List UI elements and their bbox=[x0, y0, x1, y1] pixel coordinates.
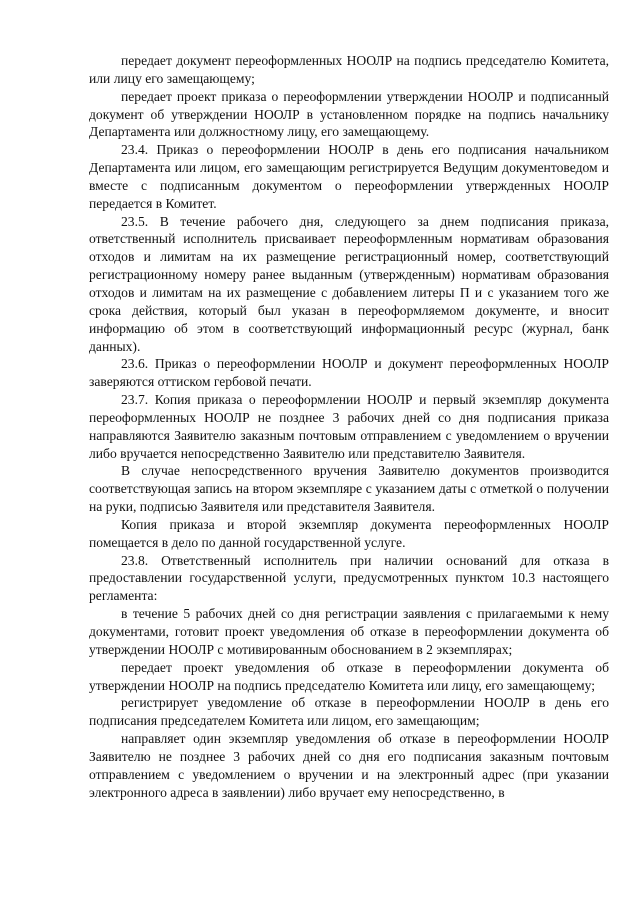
paragraph: Копия приказа и второй экземпляр документа переоформленных НООЛР помещается в дело по данной государственной услуге. bbox=[89, 516, 609, 550]
paragraph: передает проект уведомления об отказе в переоформлении документа об утверждении НООЛР на подпись председателю Комитета или лицу, его замещающему; bbox=[89, 659, 609, 693]
paragraph: передает документ переоформленных НООЛР на подпись председателю Комитета, или лицу его замещающему; bbox=[89, 53, 609, 86]
document-page bbox=[89, 52, 609, 801]
paragraph: 23.4. Приказ о переоформлении НООЛР в день его подписания начальником Департамента или лицом, его замещающим регистрируется Ведущим документоведом и вместе с подписанным документом о переоформлении утвержденных НООЛР передается в Комитет. bbox=[89, 142, 609, 211]
paragraph: 23.8. Ответственный исполнитель при наличии оснований для отказа в предоставлении государственной услуги, предусмотренных пунктом 10.3 настоящего регламента: bbox=[89, 552, 609, 604]
paragraph: 23.7. Копия приказа о переоформлении НООЛР и первый экземпляр документа переоформленных НООЛР не позднее 3 рабочих дней со дня подписания приказа направляются Заявителю заказным почтовым отправлением с уведомлением о вручении либо вручается непосредственно Заявителю или представителю Заявителя. bbox=[89, 392, 609, 461]
paragraph: В случае непосредственного вручения Заявителю документов производится соответствующая запись на втором экземпляре с указанием даты с отметкой о получении на руки, подписью Заявителя или представителя Заявителя. bbox=[89, 463, 609, 515]
paragraph: в течение 5 рабочих дней со дня регистрации заявления с прилагаемыми к нему документами, готовит проект уведомления об отказе в переоформлении документа об утверждении НООЛР с мотивированным обоснованием в 2 экземплярах; bbox=[89, 606, 609, 657]
paragraph: передает проект приказа о переоформлении утверждении НООЛР и подписанный документ об утверждении НООЛР в установленном порядке на подпись начальнику Департамента или должностному лицу, его замещающему. bbox=[89, 88, 609, 140]
paragraph: 23.6. Приказ о переоформлении НООЛР и документ переоформленных НООЛР заверяются оттиском гербовой печати. bbox=[89, 356, 609, 390]
paragraph: направляет один экземпляр уведомления об отказе в переоформлении НООЛР Заявителю не позднее 3 рабочих дней со дня его подписания заказным почтовым отправлением с уведомлением о вручении и на электронный адрес (при указании электронного адреса в заявлении) либо вручает ему непосредственно, в bbox=[89, 731, 609, 800]
paragraph: регистрирует уведомление об отказе в переоформлении НООЛР в день его подписания председателем Комитета или лицом, его замещающим; bbox=[89, 695, 609, 729]
paragraph: 23.5. В течение рабочего дня, следующего за днем подписания приказа, ответственный исполнитель присваивает переоформленным нормативам образования отходов и лимитам на их размещение регистрационный номер, соответствующий регистрационному номеру ранее выданным (утвержденным) нормативам образования отходов и лимитам на их размещение с добавлением литеры П и с указанием того же срока действия, который был указан в переоформляемом документе, и вносит информацию об этом в соответствующий информационный ресурс (журнал, банк данных). bbox=[89, 213, 609, 354]
